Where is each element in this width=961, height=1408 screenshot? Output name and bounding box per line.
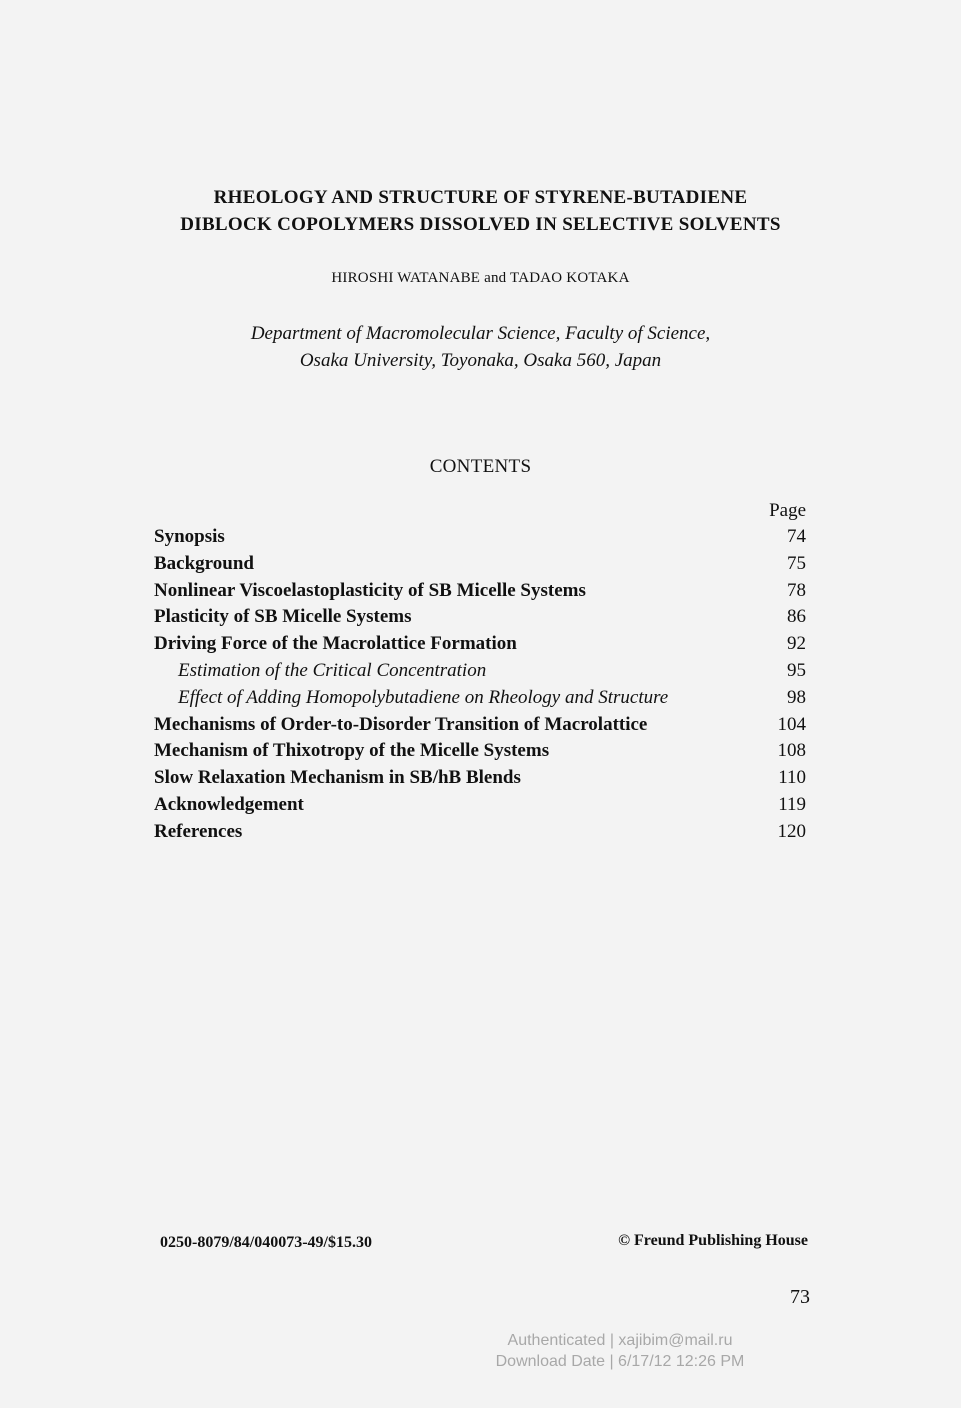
toc-entry-page: 104 xyxy=(777,713,806,735)
toc-entry-page: 110 xyxy=(778,767,806,789)
affiliation-line-1: Department of Macromolecular Science, Faculty of Science, xyxy=(250,323,711,344)
stamp-download-date: Download Date | 6/17/12 12:26 PM xyxy=(495,1353,745,1370)
affiliation-line-2: Osaka University, Toyonaka, Osaka 560, Japan xyxy=(299,350,662,371)
toc-entry-page: 86 xyxy=(787,606,806,628)
stamp-authenticated: Authenticated | xajibim@mail.ru xyxy=(507,1332,733,1349)
page-column-label: Page xyxy=(769,500,806,521)
toc-entry xyxy=(154,687,806,714)
authors: HIROSHI WATANABE and TADAO KOTAKA xyxy=(331,270,630,286)
title-line-2: DIBLOCK COPOLYMERS DISSOLVED IN SELECTIVE SOLVENTS xyxy=(180,214,781,235)
toc-entry xyxy=(154,553,806,580)
toc-entry-title: Driving Force of the Macrolattice Formation xyxy=(154,633,517,655)
toc-entry-title: Acknowledgement xyxy=(154,793,304,815)
toc-entry-title: Synopsis xyxy=(154,526,225,547)
toc-entry-title: References xyxy=(154,820,243,842)
copyright-notice: © Freund Publishing House xyxy=(618,1232,808,1249)
toc-entry-title: Slow Relaxation Mechanism in SB/hB Blends xyxy=(154,767,521,789)
toc-entry xyxy=(154,580,806,607)
toc-entry-title: Estimation of the Critical Concentration xyxy=(178,659,487,681)
toc-entry-page: 74 xyxy=(787,526,806,547)
toc-entry-page: 98 xyxy=(787,686,806,708)
toc-entry-page: 92 xyxy=(787,633,806,655)
toc-entry xyxy=(154,606,806,633)
toc-entry-title: Mechanisms of Order-to-Disorder Transition of Macrolattice xyxy=(154,713,648,735)
page-number: 73 xyxy=(790,1286,810,1308)
toc-entry xyxy=(154,794,806,821)
contents-heading: CONTENTS xyxy=(429,456,532,477)
toc-entry-page: 120 xyxy=(777,820,806,842)
toc-entry-page: 95 xyxy=(787,659,806,681)
table-of-contents xyxy=(154,526,806,848)
toc-entry xyxy=(154,740,806,767)
issn-code: 0250-8079/84/040073-49/$15.30 xyxy=(160,1234,372,1251)
toc-entry xyxy=(154,821,806,848)
toc-entry-page: 108 xyxy=(777,740,806,762)
toc-entry-title: Effect of Adding Homopolybutadiene on Rheology and Structure xyxy=(178,686,669,708)
toc-entry-title: Background xyxy=(154,552,254,574)
toc-entry-page: 119 xyxy=(778,793,806,815)
article-title xyxy=(0,184,961,238)
title-line-1: RHEOLOGY AND STRUCTURE OF STYRENE-BUTADIENE xyxy=(213,187,748,208)
toc-entry-page: 78 xyxy=(787,579,806,601)
toc-entry xyxy=(154,767,806,794)
toc-entry-title: Mechanism of Thixotropy of the Micelle Systems xyxy=(154,740,550,762)
affiliation xyxy=(0,320,961,374)
download-stamp xyxy=(420,1330,820,1372)
toc-entry xyxy=(154,714,806,741)
toc-entry xyxy=(154,660,806,687)
toc-entry xyxy=(154,526,806,553)
toc-entry-title: Nonlinear Viscoelastoplasticity of SB Micelle Systems xyxy=(154,579,586,601)
toc-entry-title: Plasticity of SB Micelle Systems xyxy=(154,606,412,628)
toc-entry-page: 75 xyxy=(787,552,806,574)
toc-entry xyxy=(154,633,806,660)
